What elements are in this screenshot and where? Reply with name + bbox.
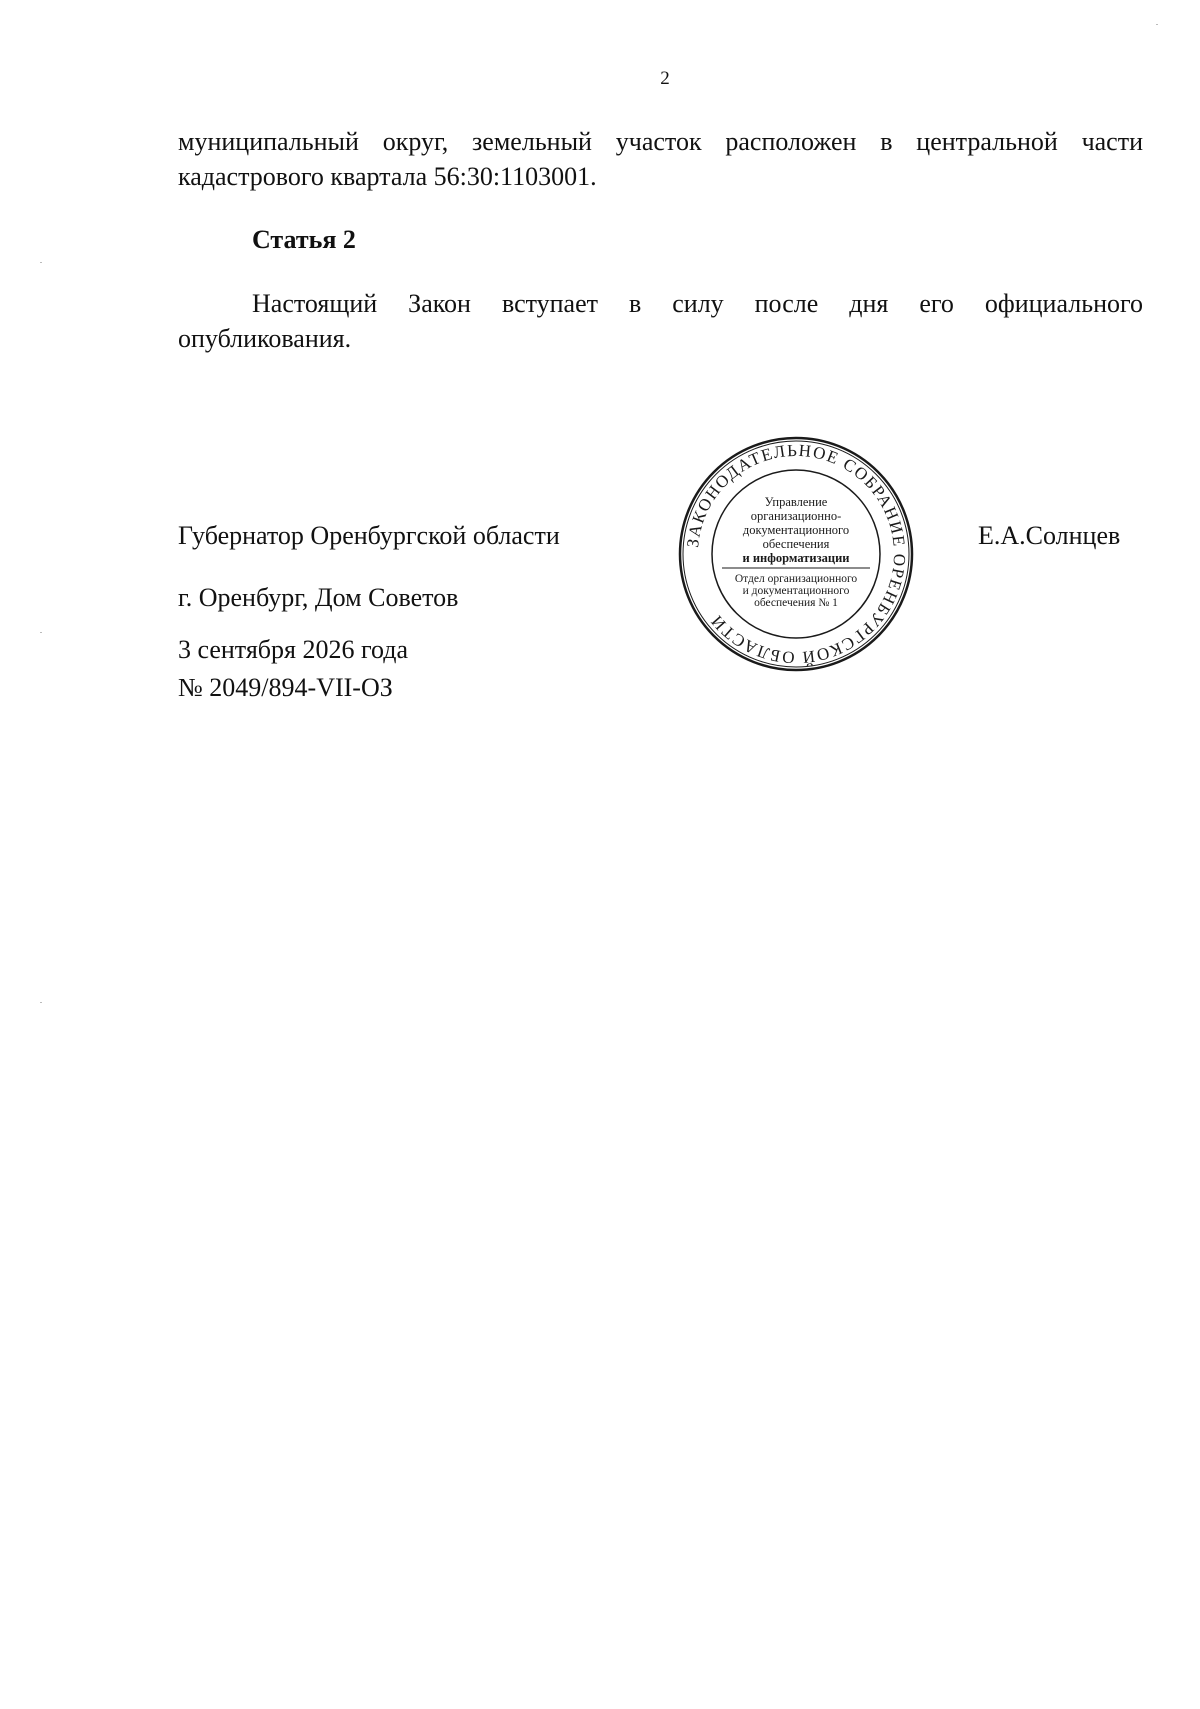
scan-mark <box>1156 24 1158 25</box>
article1-tail-line-1: муниципальный округ, земельный участок расположен в центральной части <box>178 127 1143 156</box>
signing-place: г. Оренбург, Дом Советов <box>178 583 459 612</box>
scan-mark <box>40 632 42 633</box>
article1-tail-line-2: кадастрового квартала 56:30:1103001. <box>178 162 597 191</box>
seal-sub-line-1: Отдел организационного <box>734 573 858 585</box>
law-number: № 2049/894-VII-ОЗ <box>178 673 393 702</box>
official-seal <box>676 434 916 674</box>
signatory-position: Губернатор Оренбургской области <box>178 521 560 550</box>
seal-center-line-4: обеспечения <box>762 537 830 551</box>
seal-sub-line-3: обеспечения № 1 <box>754 597 838 609</box>
article2-heading: Статья 2 <box>252 225 356 254</box>
article2-line-2: опубликования. <box>178 324 352 353</box>
signing-date: 3 сентября 2026 года <box>178 635 409 664</box>
page-number: 2 <box>660 68 670 89</box>
article2-paragraph <box>178 286 1143 356</box>
seal-sub-line-2: и документационного <box>742 585 850 597</box>
signatory-name: Е.А.Солнцев <box>978 521 1121 550</box>
seal-center-line-1: Управление <box>764 495 828 509</box>
scan-mark <box>40 1002 42 1003</box>
scan-mark <box>40 262 42 263</box>
seal-center-line-3: документационного <box>742 523 850 537</box>
seal-center-line-5: и информатизации <box>742 551 850 565</box>
seal-ring-text: ЗАКОНОДАТЕЛЬНОЕ СОБРАНИЕ ОРЕНБУРГСКОЙ ОБЛАСТИ <box>683 440 910 668</box>
article2-line-1: Настоящий Закон вступает в силу после дня его официального <box>252 289 1143 318</box>
seal-center-line-2: организационно- <box>750 509 842 523</box>
article1-tail-paragraph <box>178 124 1143 194</box>
